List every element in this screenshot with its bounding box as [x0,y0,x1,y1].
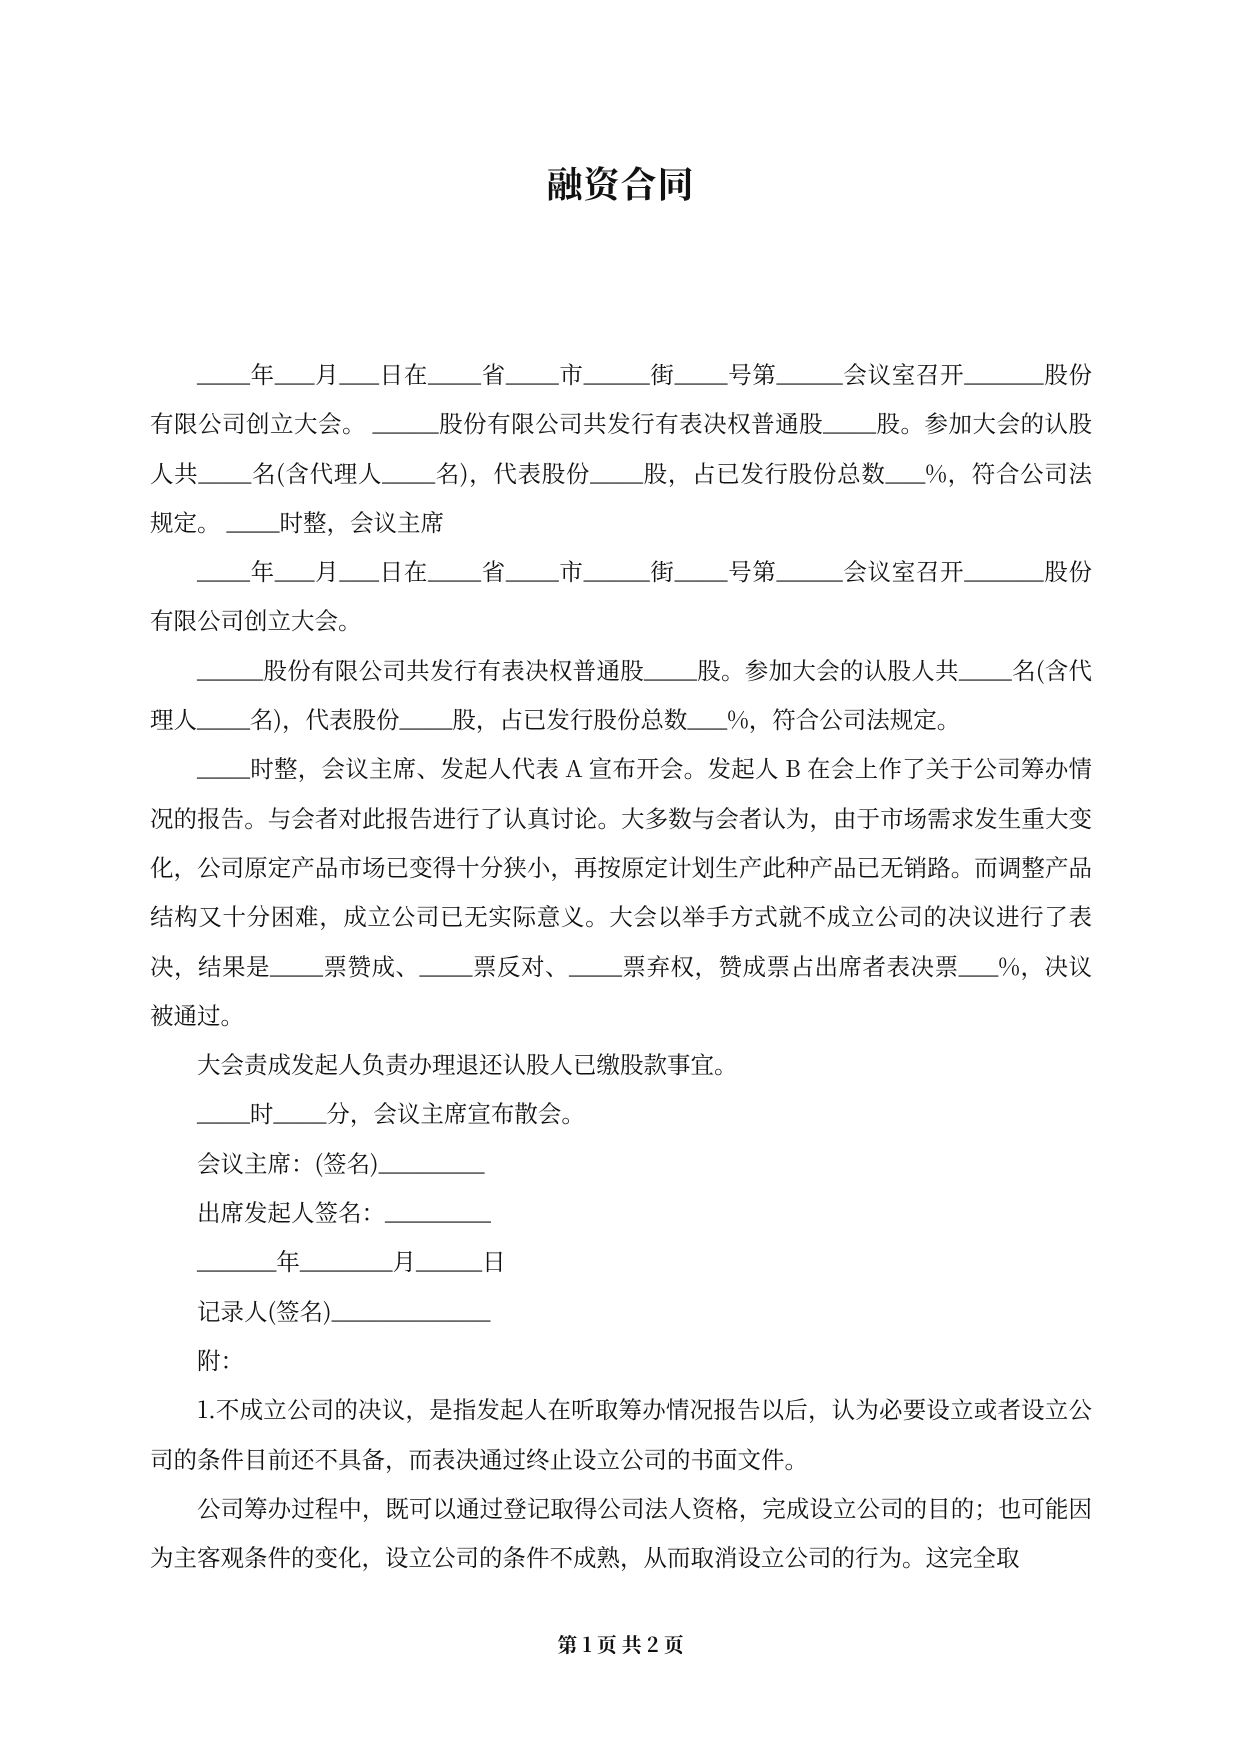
signature-date: ______年_______月_____日 [197,1243,506,1278]
paragraph-meeting-intro: ____年___月___日在____省____市_____街____号第_____会议室召开______股份有限公司创立大会。 _____股份有限公司共发行有表决权普通股____股。参加大会的认股人共____名(含代理人____名)，代表股份____股，占已发行股份总数___%，符合公司法规定。 ____时整，会议主席 [150,356,1092,538]
appendix-item-1: 1.不成立公司的决议，是指发起人在听取筹办情况报告以后，认为必要设立或者设立公司的条件目前还不具备，而表决通过终止设立公司的书面文件。 [150,1391,1092,1475]
document-title: 融资合同 [546,157,695,208]
signature-chair: 会议主席：(签名)________ [197,1144,485,1179]
paragraph-adjourn: ____时____分，会议主席宣布散会。 [197,1095,585,1130]
signature-promoters: 出席发起人签名：________ [197,1194,491,1229]
paragraph-resolution: ____时整，会议主席、发起人代表 A 宣布开会。发起人 B 在会上作了关于公司筹办情况的报告。与会者对此报告进行了认真讨论。大多数与会者认为，由于市场需求发生重大变化，公司原定产品市场已变得十分狭小，再按原定计划生产此种产品已无销路。而调整产品结构又十分困难，成立公司已无实际意义。大会以举手方式就不成立公司的决议进行了表决，结果是____票赞成、____票反对、____票弃权，赞成票占出席者表决票___%，决议被通过。 [150,750,1092,1031]
paragraph-refund: 大会责成发起人负责办理退还认股人已缴股款事宜。 [197,1046,738,1081]
appendix-heading: 附： [197,1341,244,1376]
appendix-paragraph: 公司筹办过程中，既可以通过登记取得公司法人资格，完成设立公司的目的；也可能因为主客观条件的变化，设立公司的条件不成熟，从而取消设立公司的行为。这完全取 [150,1489,1092,1574]
page-number-footer: 第 1 页 共 2 页 [557,1629,684,1658]
paragraph-meeting-date: ____年___月___日在____省____市_____街____号第_____会议室召开______股份有限公司创立大会。 [150,553,1092,637]
paragraph-shares: _____股份有限公司共发行有表决权普通股____股。参加大会的认股人共____名(含代理人____名)，代表股份____股，占已发行股份总数___%，符合公司法规定。 [150,651,1092,736]
document-body [150,349,1092,1581]
signature-recorder: 记录人(签名)____________ [197,1292,491,1327]
